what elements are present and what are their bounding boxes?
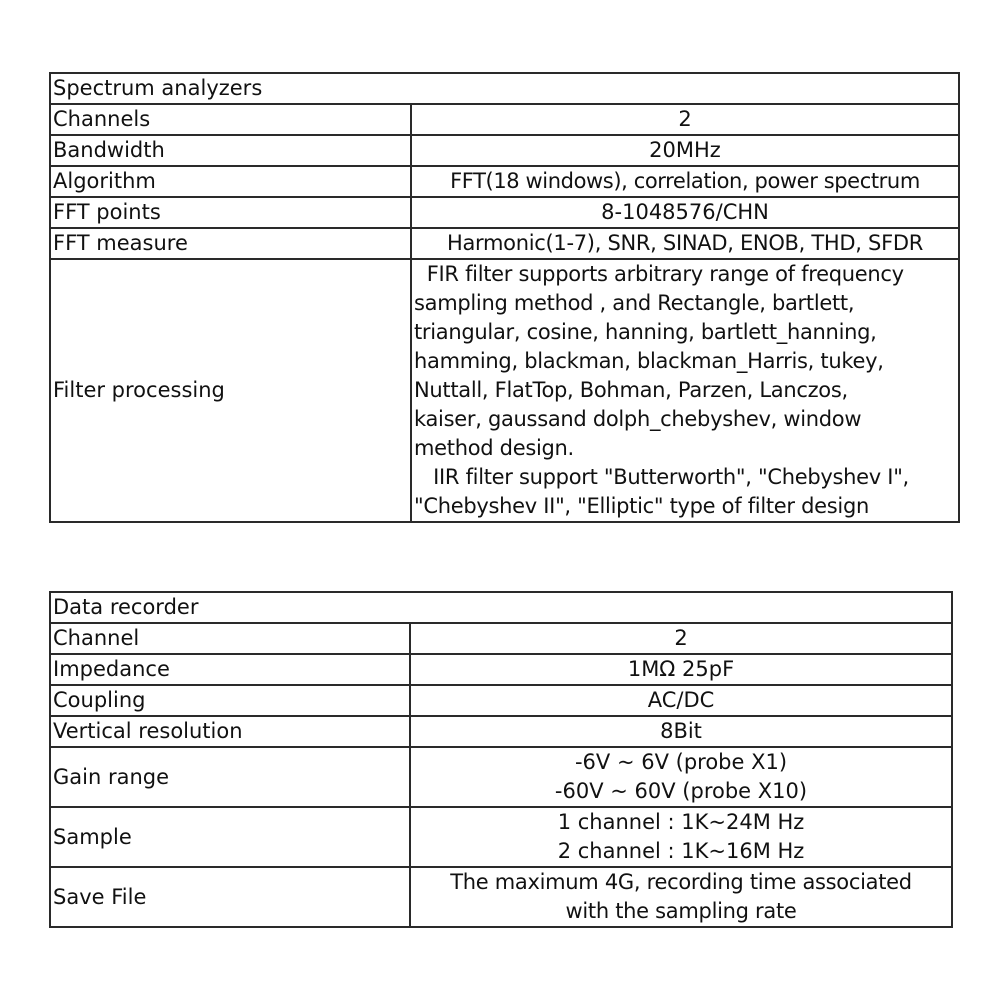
table-row xyxy=(50,228,959,259)
value-line: -6V ~ 6V (probe X1) xyxy=(574,750,788,774)
row-value: 8-1048576/CHN xyxy=(411,197,959,228)
table-row xyxy=(50,166,959,197)
value-line: 2 channel : 1K~16M Hz xyxy=(557,839,805,863)
table-row xyxy=(50,867,952,927)
row-label: FFT points xyxy=(50,197,411,228)
filter-line: triangular, cosine, hanning, bartlett_hanning, xyxy=(414,320,877,344)
row-label: Vertical resolution xyxy=(50,716,410,747)
table-row xyxy=(50,685,952,716)
row-value xyxy=(410,807,952,867)
row-label: Save File xyxy=(50,867,410,927)
filter-line: method design. xyxy=(414,436,574,460)
value-line: with the sampling rate xyxy=(565,899,797,923)
row-value: AC/DC xyxy=(410,685,952,716)
row-label: Channel xyxy=(50,623,410,654)
table-row xyxy=(50,654,952,685)
filter-description xyxy=(411,259,959,522)
value-line: The maximum 4G, recording time associated xyxy=(450,870,912,894)
row-label: Impedance xyxy=(50,654,410,685)
data-recorder-table xyxy=(49,591,953,928)
row-label: FFT measure xyxy=(50,228,411,259)
value-line: 1 channel : 1K~24M Hz xyxy=(557,810,805,834)
table-row xyxy=(50,197,959,228)
row-value xyxy=(410,747,952,807)
row-label: Bandwidth xyxy=(50,135,411,166)
row-label: Sample xyxy=(50,807,410,867)
filter-line: Nuttall, FlatTop, Bohman, Parzen, Lanczos, xyxy=(414,378,848,402)
filter-line: IIR filter support "Butterworth", "Chebyshev I", xyxy=(414,465,909,489)
row-value: 2 xyxy=(411,104,959,135)
table-row xyxy=(50,104,959,135)
table-title: Spectrum analyzers xyxy=(50,73,959,104)
row-value: 1MΩ 25pF xyxy=(410,654,952,685)
row-label: Gain range xyxy=(50,747,410,807)
table-row xyxy=(50,747,952,807)
row-label: Filter processing xyxy=(50,259,411,522)
table-title: Data recorder xyxy=(50,592,952,623)
row-label: Algorithm xyxy=(50,166,411,197)
row-value: FFT(18 windows), correlation, power spectrum xyxy=(411,166,959,197)
table-row xyxy=(50,623,952,654)
table-row xyxy=(50,716,952,747)
row-value: 2 xyxy=(410,623,952,654)
table-header-row xyxy=(50,592,952,623)
table-header-row xyxy=(50,73,959,104)
row-value xyxy=(410,867,952,927)
spectrum-analyzers-table xyxy=(49,72,960,523)
row-value: 20MHz xyxy=(411,135,959,166)
filter-line: "Chebyshev II", "Elliptic" type of filter design xyxy=(414,494,869,518)
table-row xyxy=(50,259,959,522)
value-line: -60V ~ 60V (probe X10) xyxy=(554,779,808,803)
row-value: 8Bit xyxy=(410,716,952,747)
filter-line: kaiser, gaussand dolph_chebyshev, window xyxy=(414,407,862,431)
table-row xyxy=(50,807,952,867)
filter-line: sampling method , and Rectangle, bartlett, xyxy=(414,291,855,315)
row-label: Channels xyxy=(50,104,411,135)
table-row xyxy=(50,135,959,166)
filter-line: hamming, blackman, blackman_Harris, tukey, xyxy=(414,349,884,373)
filter-line: FIR filter supports arbitrary range of frequency xyxy=(414,262,904,286)
row-label: Coupling xyxy=(50,685,410,716)
row-value: Harmonic(1-7), SNR, SINAD, ENOB, THD, SFDR xyxy=(411,228,959,259)
